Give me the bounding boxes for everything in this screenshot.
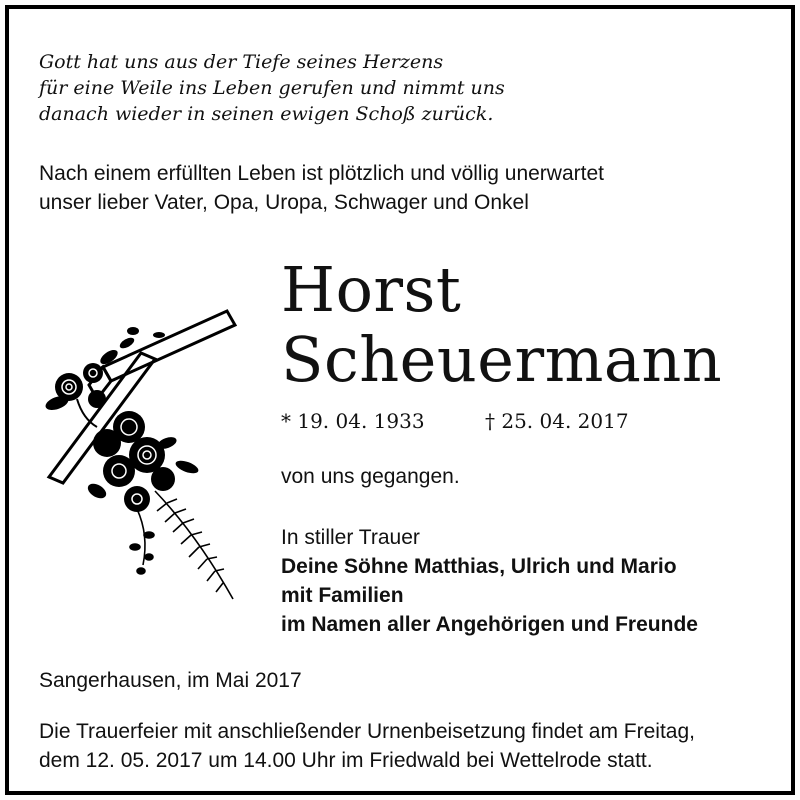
cross-with-roses-icon: [37, 295, 247, 605]
mourners-block: [281, 523, 781, 639]
first-name: Horst: [281, 253, 462, 326]
mourners-line-2: mit Familien: [281, 584, 404, 607]
funeral-notice: [39, 717, 779, 775]
birth-date: * 19. 04. 1933: [281, 409, 425, 433]
quote-line-1: Gott hat uns aus der Tiefe seines Herzens: [39, 51, 444, 73]
obituary-frame: [5, 5, 795, 795]
opening-quote: [39, 49, 759, 127]
funeral-line-1: Die Trauerfeier mit anschließender Urnenbeisetzung findet am Freitag,: [39, 720, 695, 743]
mourners-line-3: im Namen aller Angehörigen und Freunde: [281, 613, 698, 636]
quote-line-3: danach wieder in seinen ewigen Schoß zurück.: [39, 103, 494, 125]
passed-away-text: von uns gegangen.: [281, 465, 460, 488]
announcement-intro: [39, 159, 779, 217]
place-and-date: Sangerhausen, im Mai 2017: [39, 669, 302, 692]
mourners-line-1: Deine Söhne Matthias, Ulrich und Mario: [281, 555, 677, 578]
last-name: Scheuermann: [281, 323, 723, 396]
mourners-intro: In stiller Trauer: [281, 526, 420, 549]
death-date: † 25. 04. 2017: [485, 409, 629, 433]
funeral-line-2: dem 12. 05. 2017 um 14.00 Uhr im Friedwald bei Wettelrode statt.: [39, 749, 653, 772]
quote-line-2: für eine Weile ins Leben gerufen und nimmt uns: [39, 77, 505, 99]
intro-line-1: Nach einem erfüllten Leben ist plötzlich und völlig unerwartet: [39, 162, 604, 185]
intro-line-2: unser lieber Vater, Opa, Uropa, Schwager und Onkel: [39, 191, 529, 214]
life-dates: [281, 409, 761, 433]
deceased-name: [281, 255, 722, 395]
